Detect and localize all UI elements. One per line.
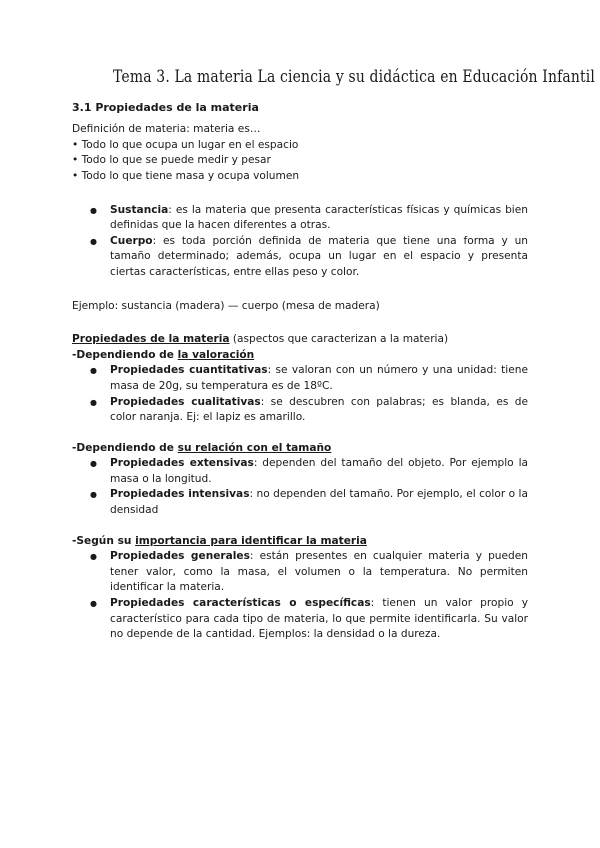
group-heading — [72, 534, 528, 550]
property-label: Propiedades cualitativas — [110, 395, 261, 408]
definition-line: • Todo lo que se puede medir y pesar — [72, 154, 271, 167]
document-title: Tema 3. La materia La ciencia y su didáctica en Educación Infantil — [113, 67, 596, 87]
group-heading-prefix: -Dependiendo de — [72, 441, 178, 454]
property-text: : dependen del tamaño del objeto. Por ejemplo la masa o la longitud. — [110, 457, 529, 485]
group-list — [72, 456, 528, 518]
group-heading-underlined: importancia para identificar la materia — [135, 534, 367, 547]
definition-intro: Definición de materia: materia es… — [72, 123, 261, 136]
term-label: Cuerpo — [110, 234, 153, 247]
property-text: : no dependen del tamaño. Por ejemplo, el color o la densidad — [110, 488, 528, 517]
example-line: Ejemplo: sustancia (madera) — cuerpo (mesa de madera) — [72, 299, 380, 312]
group-list — [72, 549, 528, 643]
property-label: Propiedades generales — [110, 550, 250, 563]
property-item — [110, 395, 528, 426]
property-label: Propiedades extensivas — [110, 457, 254, 470]
properties-heading — [72, 332, 528, 348]
property-text: : se descubren con palabras; es blanda, es de color naranja. Ej: el lapiz es amarillo. — [110, 395, 528, 424]
term-text: : es toda porción definida de materia que tiene una forma y un tamaño determinado; además, ocupa un lugar en el espacio y presenta ciertas características, entre ellas peso y color. — [110, 234, 528, 278]
property-label: Propiedades cuantitativas — [110, 364, 268, 377]
property-text: : tienen un valor propio y característico para cada tipo de materia, lo que permite identificarla. Su valor no depende de la cantidad. Ejemplos: la densidad o la dureza. — [110, 597, 528, 641]
property-label: Propiedades intensivas — [110, 488, 250, 501]
terms-list — [72, 203, 528, 281]
term-item — [110, 234, 528, 281]
group-heading-underlined: su relación con el tamaño — [177, 441, 332, 454]
term-item — [110, 203, 528, 234]
section-heading: 3.1 Propiedades de la materia — [72, 100, 259, 114]
document-page — [72, 67, 596, 643]
definition-block — [72, 122, 528, 184]
definition-line: • Todo lo que tiene masa y ocupa volumen — [72, 169, 300, 182]
property-text: : están presentes en cualquier materia y pueden tener valor, como la masa, el volumen o la temperatura. No permiten identificar la materia. — [110, 550, 529, 594]
properties-heading-label: Propiedades de la materia — [72, 333, 230, 346]
property-item — [110, 456, 528, 487]
group-list — [72, 363, 528, 425]
group-heading-underlined: la valoración — [177, 348, 255, 361]
property-item — [110, 487, 528, 518]
property-item — [110, 363, 528, 394]
property-label: Propiedades características o específicas — [110, 597, 371, 610]
property-text: : se valoran con un número y una unidad: tiene masa de 20g, su temperatura es de 18ºC. — [110, 364, 528, 392]
group-heading-prefix: -Dependiendo de — [72, 348, 178, 361]
property-item — [110, 596, 528, 643]
group-heading — [72, 348, 528, 364]
properties-heading-note: (aspectos que caracterizan a la materia) — [229, 333, 449, 346]
property-item — [110, 549, 528, 596]
group-heading-prefix: -Según su — [72, 534, 136, 547]
term-text: : es la materia que presenta características físicas y químicas bien definidas que la hacen diferentes a otras. — [110, 203, 528, 232]
definition-line: • Todo lo que ocupa un lugar en el espacio — [72, 138, 299, 151]
term-label: Sustancia — [110, 203, 169, 216]
group-heading — [72, 441, 528, 457]
